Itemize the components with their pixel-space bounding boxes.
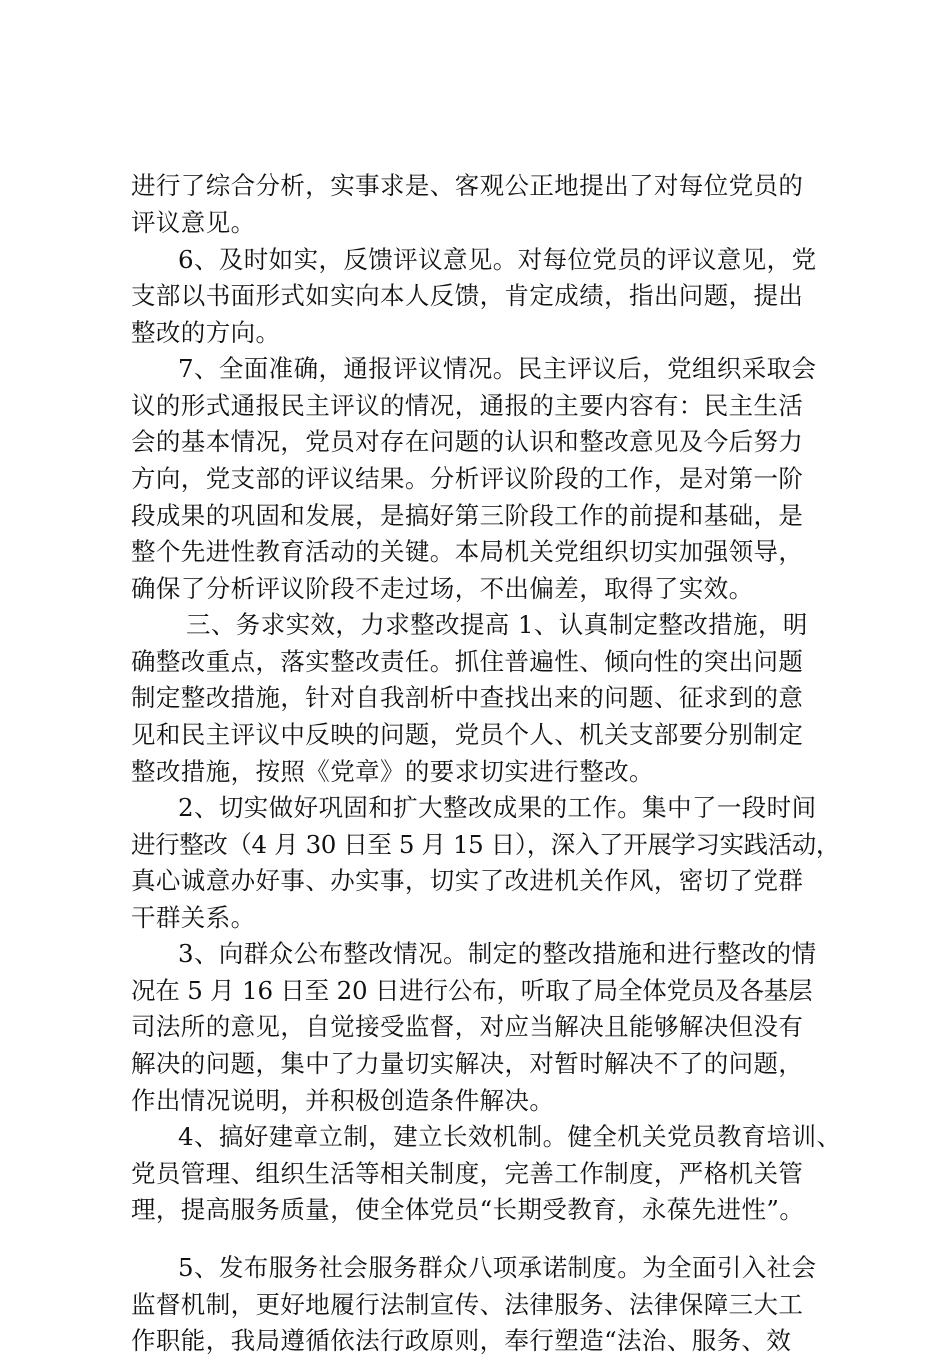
body-line: 见和民主评议中反映的问题，党员个人、机关支部要分别制定 (131, 720, 804, 749)
body-line: 真心诚意办好事、办实事，切实了改进机关作风，密切了党群 (131, 866, 804, 895)
body-line: 干群关系。 (131, 903, 256, 932)
body-line: 评议意见。 (131, 208, 256, 237)
body-line: 制定整改措施，针对自我剖析中查找出来的问题、征求到的意 (131, 683, 804, 712)
body-line: 方向，党支部的评议结果。分析评议阶段的工作，是对第一阶 (131, 464, 804, 493)
body-line: 况在 5 月 16 日至 20 日进行公布，听取了局全体党员及各基层 (131, 976, 813, 1005)
body-line: 4、搞好建章立制，建立长效机制。健全机关党员教育培训、 (178, 1122, 842, 1151)
body-line: 5、发布服务社会服务群众八项承诺制度。为全面引入社会 (178, 1253, 817, 1282)
body-line: 7、全面准确，通报评议情况。民主评议后，党组织采取会 (178, 354, 817, 383)
body-line: 支部以书面形式如实向本人反馈，肯定成绩，指出问题，提出 (131, 281, 804, 310)
body-line: 监督机制，更好地履行法制宣传、法律服务、法律保障三大工 (131, 1290, 804, 1319)
section-heading-line: 三、务求实效，力求整改提高 1、认真制定整改措施，明 (186, 610, 808, 639)
body-line: 解决的问题，集中了力量切实解决，对暂时解决不了的问题， (131, 1049, 804, 1078)
body-line: 会的基本情况，党员对存在问题的认识和整改意见及今后努力 (131, 427, 804, 456)
body-line: 整个先进性教育活动的关键。本局机关党组织切实加强领导， (131, 537, 804, 566)
body-line: 议的形式通报民主评议的情况，通报的主要内容有：民主生活 (131, 391, 804, 420)
body-line: 整改的方向。 (131, 318, 281, 347)
body-line: 3、向群众公布整改情况。制定的整改措施和进行整改的情 (178, 939, 817, 968)
body-line: 作出情况说明，并积极创造条件解决。 (131, 1086, 555, 1115)
body-line: 确保了分析评议阶段不走过场，不出偏差，取得了实效。 (131, 574, 754, 603)
body-line: 段成果的巩固和发展，是搞好第三阶段工作的前提和基础，是 (131, 501, 804, 530)
body-line: 作职能，我局遵循依法行政原则，奉行塑造“法治、服务、效 (131, 1326, 792, 1355)
body-line: 整改措施，按照《党章》的要求切实进行整改。 (131, 757, 654, 786)
body-line: 党员管理、组织生活等相关制度，完善工作制度，严格机关管 (131, 1159, 804, 1188)
body-line: 进行整改（4 月 30 日至 5 月 15 日），深入了开展学习实践活动， (131, 830, 840, 859)
body-line: 理，提高服务质量，使全体党员“长期受教育，永葆先进性”。 (131, 1195, 805, 1224)
body-line: 2、切实做好巩固和扩大整改成果的工作。集中了一段时间 (178, 793, 817, 822)
body-line: 确整改重点，落实整改责任。抓住普遍性、倾向性的突出问题 (131, 647, 804, 676)
body-line: 司法所的意见，自觉接受监督，对应当解决且能够解决但没有 (131, 1012, 804, 1041)
body-line: 6、及时如实，反馈评议意见。对每位党员的评议意见，党 (178, 245, 817, 274)
body-line: 进行了综合分析，实事求是、客观公正地提出了对每位党员的 (131, 171, 804, 200)
